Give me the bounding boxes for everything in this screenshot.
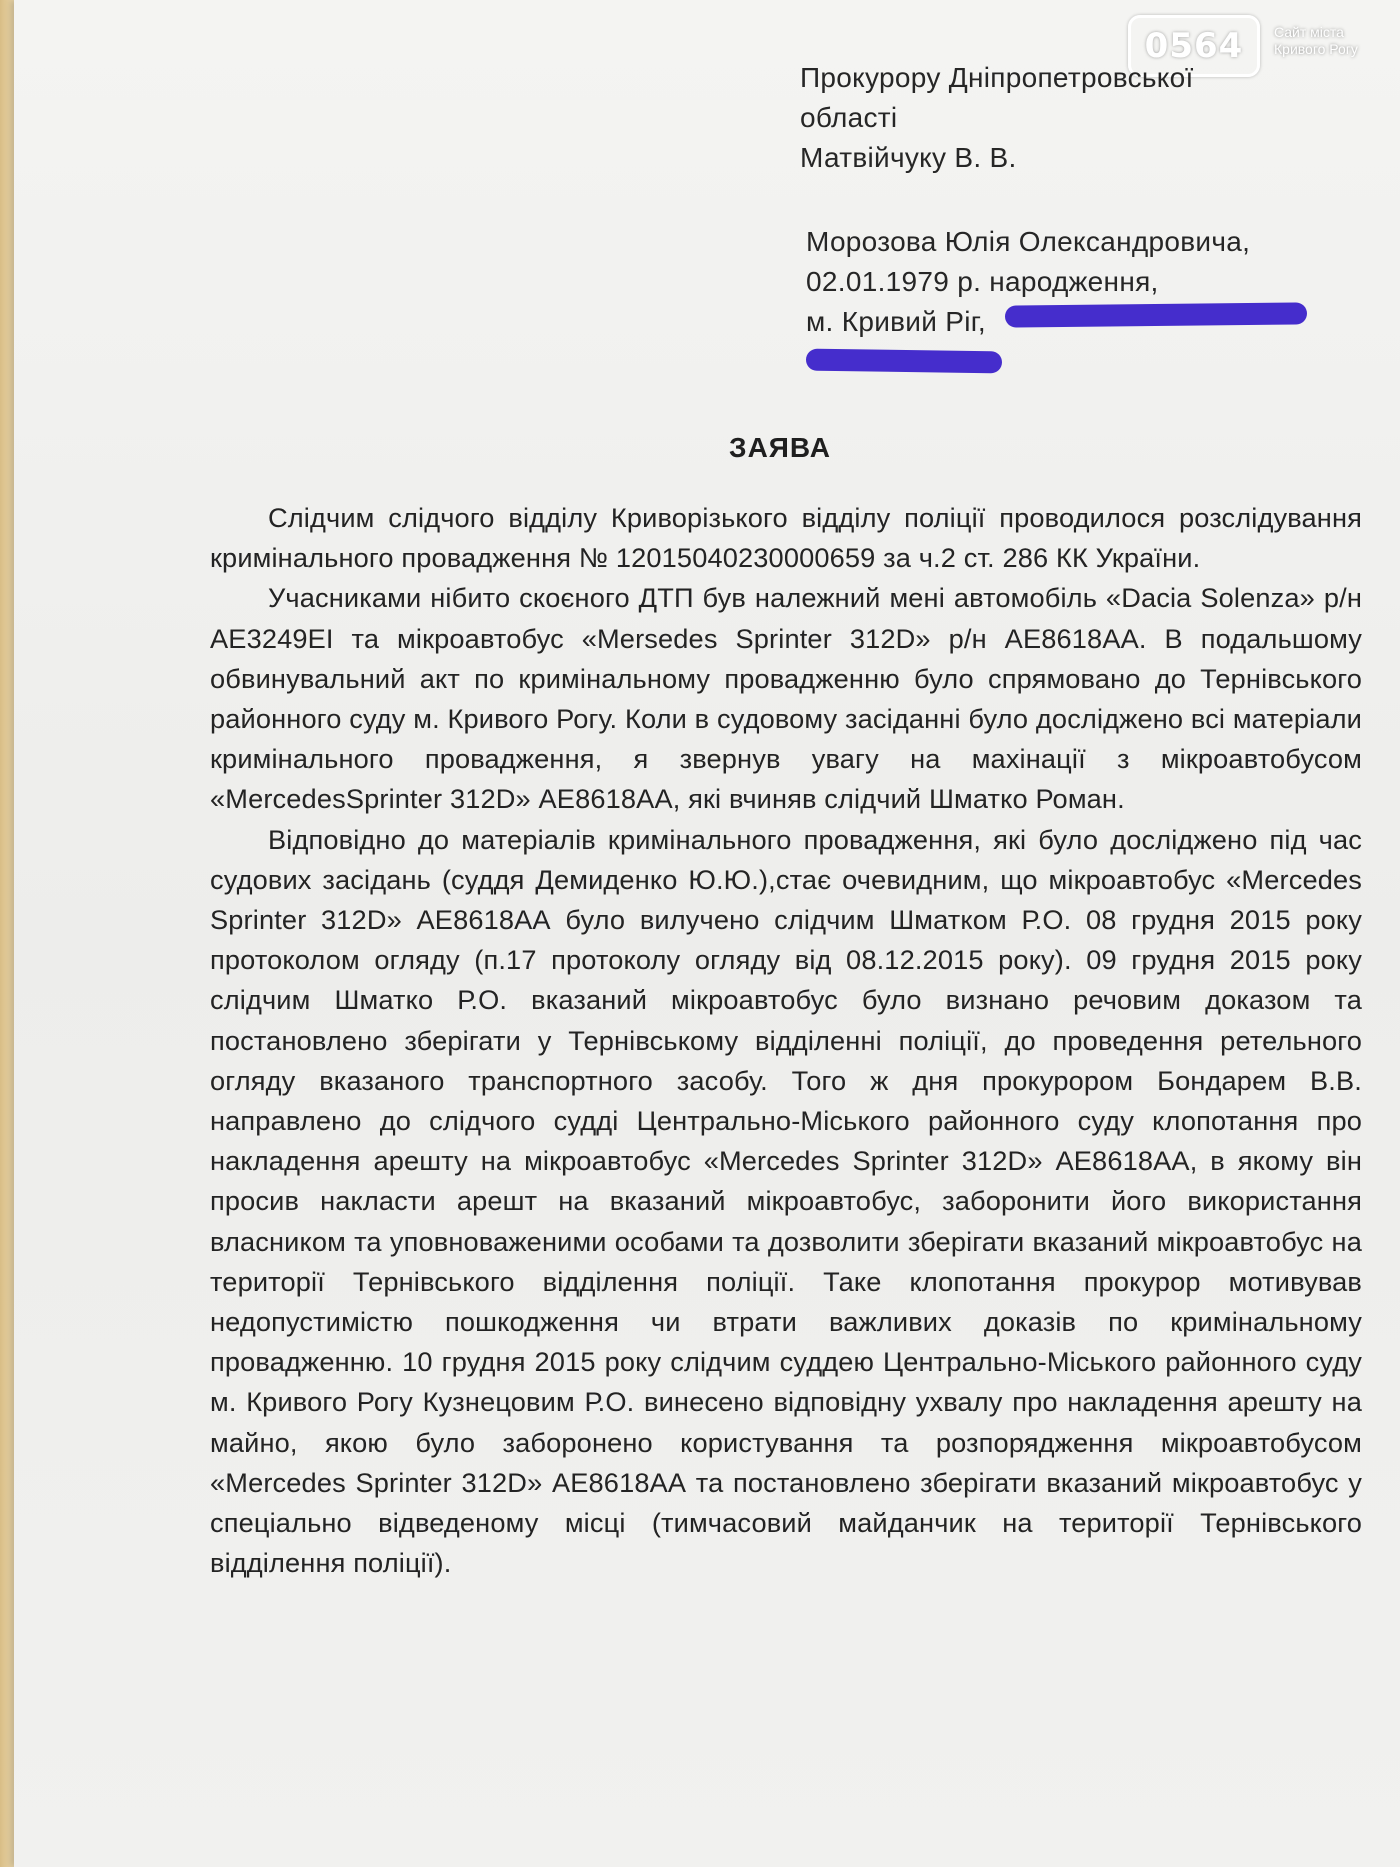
addressee-block	[800, 58, 1320, 178]
sender-line1: Морозова Юлія Олександровича,	[806, 226, 1251, 257]
redaction-mark	[806, 349, 1002, 374]
document-body	[210, 498, 1362, 1583]
document-title: ЗАЯВА	[729, 432, 831, 463]
addressee-line2: області	[800, 102, 898, 133]
logo-caption-line1: Сайт міста	[1274, 24, 1344, 40]
site-logo: 0564	[1128, 15, 1260, 77]
addressee-line1: Прокурору Дніпропетровської	[800, 62, 1194, 93]
paragraph: Слідчим слідчого відділу Криворізького відділу поліції проводилося розслідування кримінального провадження № 12015040230000659 за ч.2 ст. 286 КК України.	[210, 502, 1362, 574]
redaction-mark	[1005, 302, 1307, 327]
addressee-line3: Матвійчуку В. В.	[800, 142, 1017, 173]
paragraph: Учасниками нібито скоєного ДТП був належний мені автомобіль «Dacia Solenza» р/н АЕ3249ЕІ та мікроавтобус «Mersedes Sprinter 312D» р/н АЕ8618АА. В подальшому обвинувальний акт по кримінальному провадженню було спрямовано до Тернівського районного суду м. Кривого Рогу. Коли в судовому засіданні було досліджено всі матеріали кримінального провадження, я звернув увагу на махінації з мікроавтобусом «MercedesSprinter 312D» АЕ8618АА, які вчиняв слідчий Шматко Роман.	[210, 582, 1362, 815]
paragraph: Відповідно до матеріалів кримінального провадження, які було досліджено під час судових засідань (суддя Демиденко Ю.Ю.),стає очевидним, що мікроавтобус «Mercedes Sprinter 312D» АЕ8618АА було вилучено слідчим Шматком Р.О. 08 грудня 2015 року протоколом огляду (п.17 протоколу огляду від 08.12.2015 року). 09 грудня 2015 року слідчим Шматко Р.О. вказаний мікроавтобус було визнано речовим доказом та постановлено зберігати у Тернівському відділенні поліції, до проведення ретельного огляду вказаного транспортного засобу. Того ж дня прокурором Бондарем В.В. направлено до слідчого судді Центрально-Міського районного суду клопотання про накладення арешту на мікроавтобус «Mercedes Sprinter 312D» АЕ8618АА, в якому він просив накласти арешт на вказаний мікроавтобус, заборонити його використання власником та уповноваженими особами та дозволити зберігати вказаний мікроавтобус на території Тернівського відділення поліції. Таке клопотання прокурор мотивував недопустимістю пошкодження чи втрати важливих доказів по кримінальному провадженню. 10 грудня 2015 року слідчим суддею Центрально-Міського районного суду м. Кривого Рогу Кузнецовим Р.О. винесено відповідну ухвалу про накладення арешту на майно, якою було заборонено користування та розпорядження мікроавтобусом «Mercedes Sprinter 312D» АЕ8618АА та постановлено зберігати вказаний мікроавтобус у спеціально відведеному місці (тимчасовий майданчик на території Тернівського відділення поліції).	[210, 823, 1362, 1579]
sender-line2: 02.01.1979 р. народження,	[806, 266, 1159, 297]
site-logo-caption	[1274, 24, 1394, 58]
logo-caption-line2: Кривого Рогу	[1274, 41, 1358, 57]
sender-line3: м. Кривий Ріг,	[806, 306, 986, 337]
